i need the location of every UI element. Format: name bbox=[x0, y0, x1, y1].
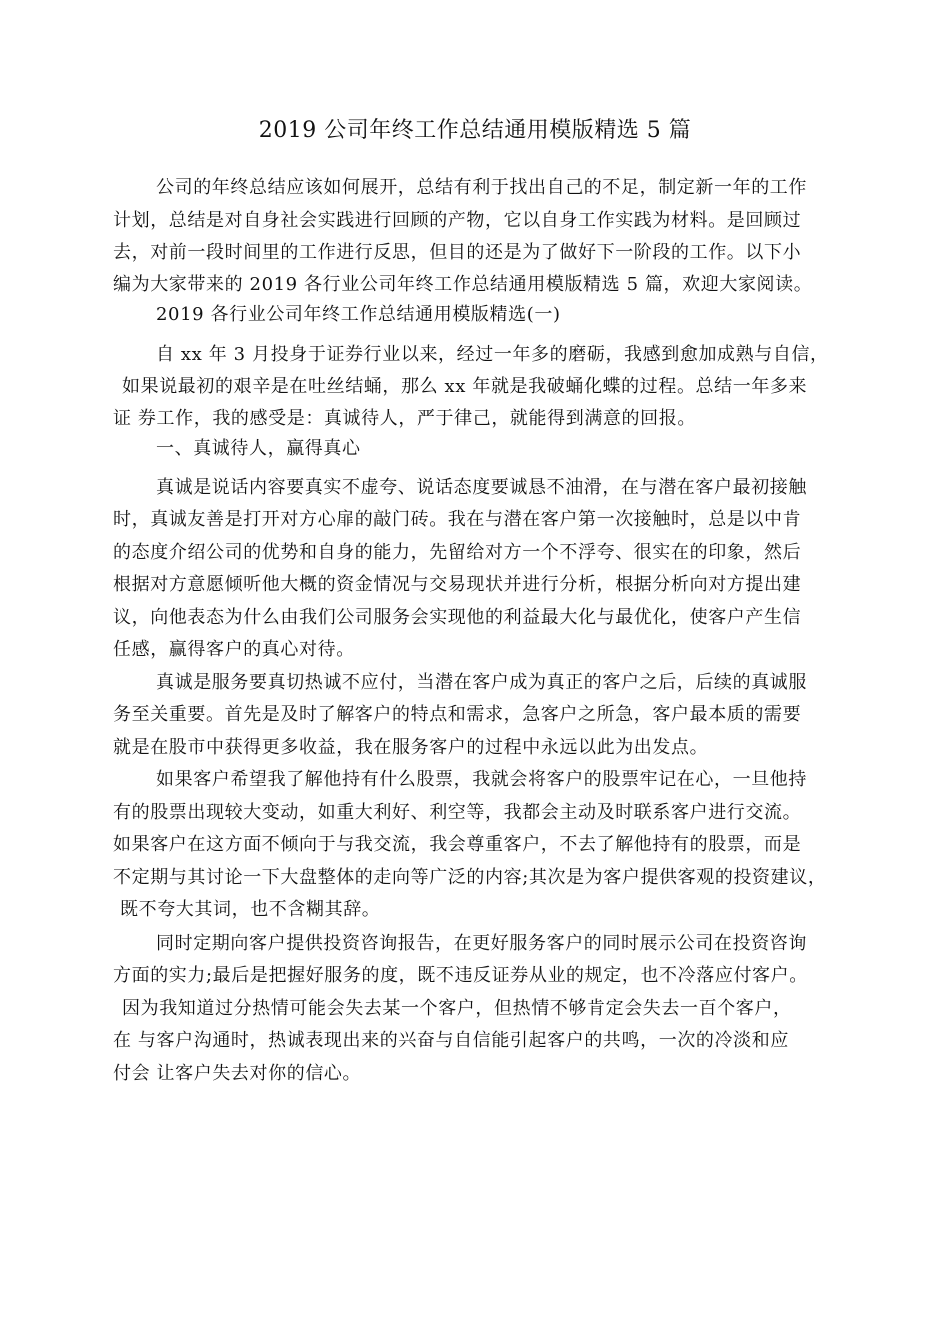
paragraph-line: 的态度介绍公司的优势和自身的能力，先留给对方一个不浮夸、很实在的印象，然后 bbox=[113, 542, 802, 563]
paragraph-line: 真诚是服务要真切热诚不应付，当潜在客户成为真正的客户之后，后续的真诚服 bbox=[156, 672, 807, 693]
paragraph-line: 任感，赢得客户的真心对待。 bbox=[113, 639, 355, 660]
paragraph-line: 时，真诚友善是打开对方心扉的敲门砖。我在与潜在客户第一次接触时，总是以中肯 bbox=[113, 509, 802, 530]
paragraph-line: 编为大家带来的 2019 各行业公司年终工作总结通用模版精选 5 篇，欢迎大家阅读。 bbox=[113, 274, 813, 295]
paragraph-line: 因为我知道过分热情可能会失去某一个客户，但热情不够肯定会失去一百个客户， bbox=[122, 998, 792, 1019]
paragraph-line: 付会 让客户失去对你的信心。 bbox=[113, 1063, 362, 1084]
paragraph-line: 计划，总结是对自身社会实践进行回顾的产物，它以自身工作实践为材料。是回顾过 bbox=[113, 210, 802, 231]
paragraph-line: 公司的年终总结应该如何展开，总结有利于找出自己的不足，制定新一年的工作 bbox=[156, 177, 807, 198]
paragraph-line: 在 与客户沟通时，热诚表现出来的兴奋与自信能引起客户的共鸣，一次的冷淡和应 bbox=[113, 1030, 789, 1051]
paragraph-line: 自 xx 年 3 月投身于证券行业以来，经过一年多的磨砺，我感到愈加成熟与自信， bbox=[156, 344, 829, 365]
paragraph-line: 2019 各行业公司年终工作总结通用模版精选(一) bbox=[156, 304, 561, 325]
paragraph-line: 不定期与其讨论一下大盘整体的走向等广泛的内容;其次是为客户提供客观的投资建议， bbox=[113, 867, 827, 888]
paragraph-line: 真诚是说话内容要真实不虚夸、说话态度要诚恳不油滑，在与潜在客户最初接触 bbox=[156, 477, 807, 498]
paragraph-line: 议，向他表态为什么由我们公司服务会实现他的利益最大化与最优化，使客户产生信 bbox=[113, 607, 802, 628]
paragraph-line: 同时定期向客户提供投资咨询报告，在更好服务客户的同时展示公司在投资咨询 bbox=[156, 933, 807, 954]
paragraph-line: 如果客户希望我了解他持有什么股票，我就会将客户的股票牢记在心，一旦他持 bbox=[156, 769, 807, 790]
paragraph-line: 证 券工作，我的感受是：真诚待人，严于律己，就能得到满意的回报。 bbox=[113, 408, 696, 429]
paragraph-line: 根据对方意愿倾听他大概的资金情况与交易现状并进行分析，根据分析向对方提出建 bbox=[113, 574, 802, 595]
paragraph-line: 方面的实力;最后是把握好服务的度，既不违反证券从业的规定，也不冷落应付客户。 bbox=[113, 965, 808, 986]
paragraph-line: 务至关重要。首先是及时了解客户的特点和需求，急客户之所急，客户最本质的需要 bbox=[113, 704, 802, 725]
document-title: 2019 公司年终工作总结通用模版精选 5 篇 bbox=[258, 118, 692, 143]
paragraph-line: 就是在股市中获得更多收益，我在服务客户的过程中永远以此为出发点。 bbox=[113, 737, 709, 758]
paragraph-line: 既不夸大其词，也不含糊其辞。 bbox=[120, 899, 381, 920]
paragraph-line: 一、真诚待人，赢得真心 bbox=[156, 438, 361, 459]
paragraph-line: 如果说最初的艰辛是在吐丝结蛹，那么 xx 年就是我破蛹化蝶的过程。总结一年多来 bbox=[122, 376, 808, 397]
paragraph-line: 有的股票出现较大变动，如重大利好、利空等，我都会主动及时联系客户进行交流。 bbox=[113, 802, 802, 823]
paragraph-line: 去，对前一段时间里的工作进行反思，但目的还是为了做好下一阶段的工作。以下小 bbox=[113, 242, 802, 263]
paragraph-line: 如果客户在这方面不倾向于与我交流，我会尊重客户，不去了解他持有的股票，而是 bbox=[113, 834, 802, 855]
